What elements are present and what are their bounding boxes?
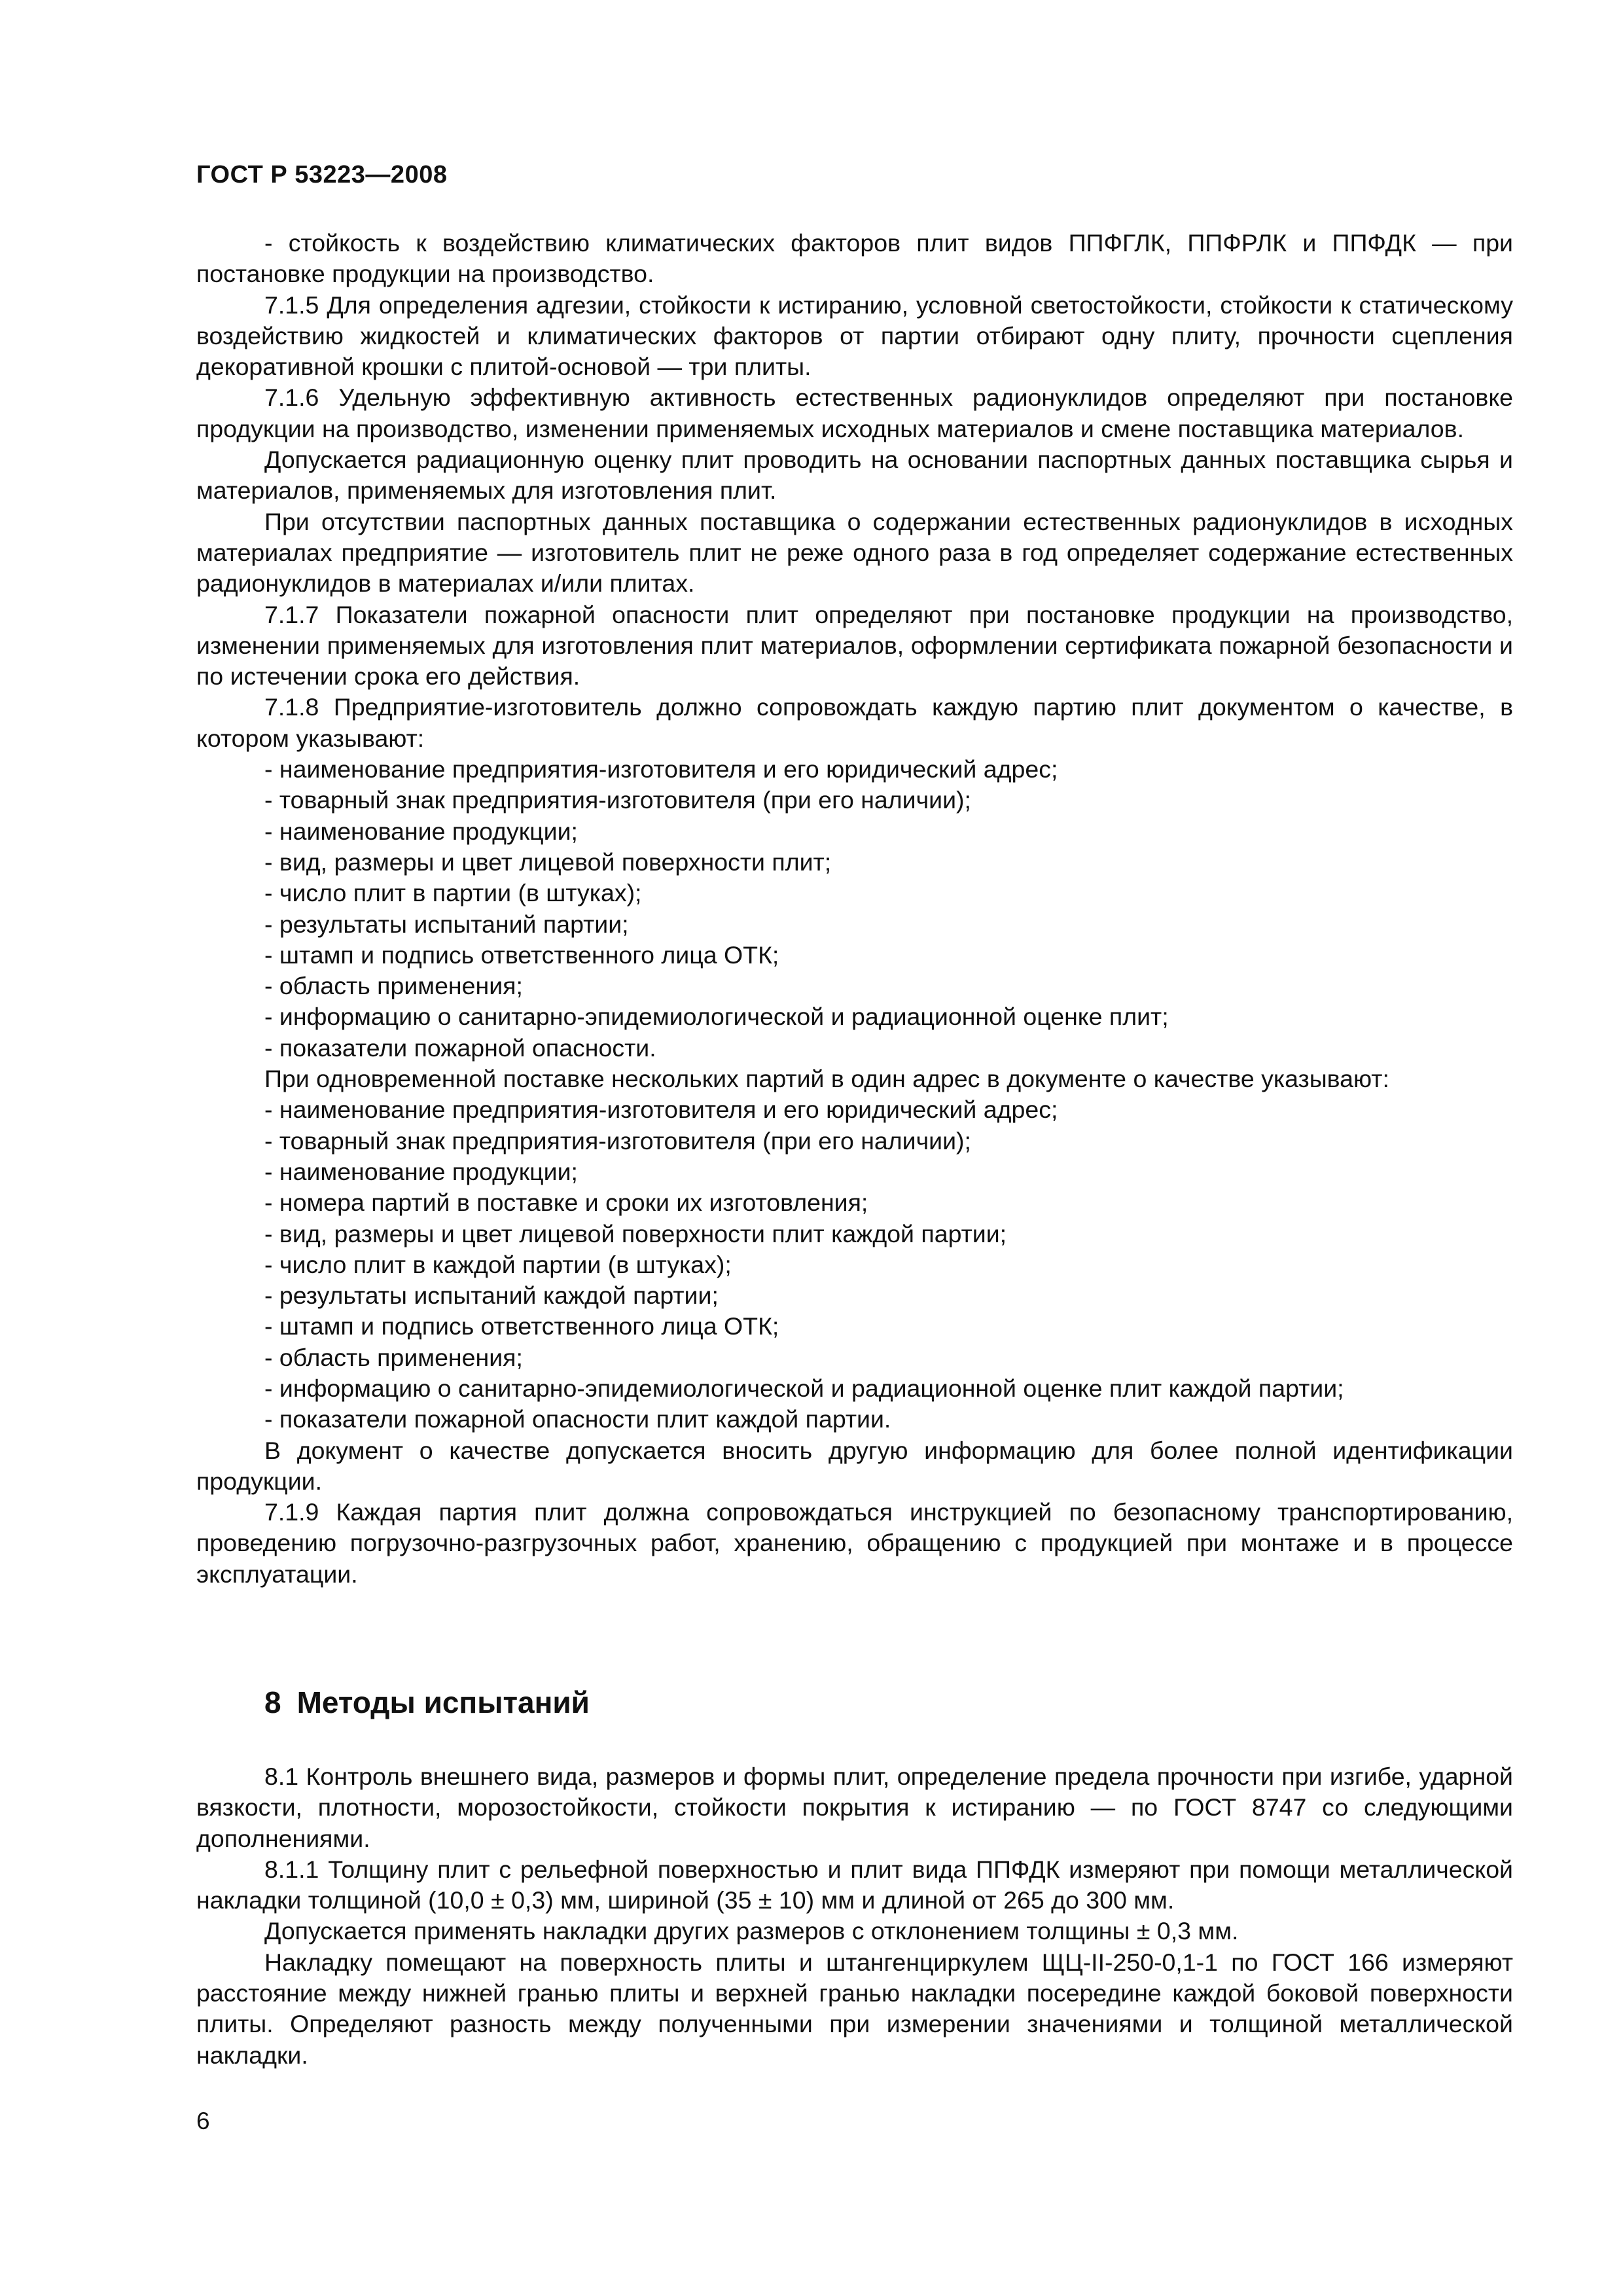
paragraph-no-passport-data: При отсутствии паспортных данных поставщика о содержании естественных радионуклидов в исходных материалах предприятие — изготовитель плит не реже одного раза в год определяет содержание естественных радионуклидов в материалах и/или плитах. bbox=[196, 507, 1513, 598]
list-item: - товарный знак предприятия-изготовителя (при его наличии); bbox=[264, 786, 971, 814]
paragraph-8-1: 8.1 Контроль внешнего вида, размеров и формы плит, определение предела прочности при изгибе, ударной вязкости, плотности, морозостойкости, стойкости покрытия к истиранию — по ГОСТ 8747 со следующими дополнениями. bbox=[196, 1763, 1513, 1852]
section-heading-test-methods bbox=[264, 1685, 590, 1720]
paragraph-8-1-1: 8.1.1 Толщину плит с рельефной поверхностью и плит вида ППФДК измеряют при помощи металлической накладки толщиной (10,0 ± 0,3) мм, шириной (35 ± 10) мм и длиной от 265 до 300 мм. bbox=[196, 1855, 1513, 1914]
page-header-doc-code: ГОСТ Р 53223—2008 bbox=[196, 161, 448, 188]
list-item: - результаты испытаний каждой партии; bbox=[264, 1282, 719, 1310]
paragraph-radiation-assessment: Допускается радиационную оценку плит проводить на основании паспортных данных поставщика сырья и материалов, применяемых для изготовления плит. bbox=[196, 446, 1513, 505]
document-body-section-7 bbox=[196, 228, 1513, 1590]
list-item: - число плит в каждой партии (в штуках); bbox=[264, 1250, 732, 1278]
section-title: Методы испытаний bbox=[296, 1685, 590, 1719]
list-item: - показатели пожарной опасности. bbox=[264, 1033, 656, 1062]
section-number: 8 bbox=[264, 1685, 281, 1719]
paragraph-climatic-resistance: - стойкость к воздействию климатических факторов плит видов ППФГЛК, ППФРЛК и ППФДК — при постановке продукции на производство. bbox=[196, 229, 1513, 288]
list-item: - информацию о санитарно-эпидемиологической и радиационной оценке плит; bbox=[264, 1003, 1169, 1031]
list-item: - вид, размеры и цвет лицевой поверхности плит каждой партии; bbox=[264, 1219, 1007, 1247]
paragraph-additional-info: В документ о качестве допускается вносить другую информацию для более полной идентификации продукции. bbox=[196, 1436, 1513, 1495]
list-item: - товарный знак предприятия-изготовителя (при его наличии); bbox=[264, 1126, 971, 1155]
list-item: - наименование предприятия-изготовителя и его юридический адрес; bbox=[264, 1096, 1058, 1124]
paragraph-other-sizes: Допускается применять накладки других размеров с отклонением толщины ± 0,3 мм. bbox=[264, 1917, 1239, 1945]
list-item: - штамп и подпись ответственного лица ОТК; bbox=[264, 941, 779, 969]
quality-document-list bbox=[196, 754, 1513, 1064]
list-item: - наименование предприятия-изготовителя и его юридический адрес; bbox=[264, 755, 1058, 783]
list-item: - штамп и подпись ответственного лица ОТК; bbox=[264, 1312, 779, 1340]
list-item: - показатели пожарной опасности плит каждой партии. bbox=[264, 1405, 891, 1433]
list-item: - область применения; bbox=[264, 972, 523, 1000]
paragraph-measurement-procedure: Накладку помещают на поверхность плиты и штангенциркулем ЩЦ-II-250-0,1-1 по ГОСТ 166 измеряют расстояние между нижней гранью плиты и верхней гранью накладки посередине каждой боковой поверхности плиты. Определяют разность между полученными при измерении значениями и толщиной металлической накладки. bbox=[196, 1948, 1513, 2069]
paragraph-7-1-7: 7.1.7 Показатели пожарной опасности плит определяют при постановке продукции на производство, изменении применяемых для изготовления плит материалов, оформлении сертификата пожарной безопасности и по истечении срока его действия. bbox=[196, 600, 1513, 691]
list-item: - вид, размеры и цвет лицевой поверхности плит; bbox=[264, 848, 832, 876]
list-item: - наименование продукции; bbox=[264, 1157, 578, 1185]
list-item: - число плит в партии (в штуках); bbox=[264, 879, 642, 907]
list-item: - номера партий в поставке и сроки их изготовления; bbox=[264, 1189, 868, 1217]
list-item: - результаты испытаний партии; bbox=[264, 910, 629, 938]
list-item: - информацию о санитарно-эпидемиологической и радиационной оценке плит каждой партии; bbox=[264, 1374, 1344, 1402]
page-number: 6 bbox=[196, 2108, 210, 2134]
paragraph-multiple-batches: При одновременной поставке нескольких партий в один адрес в документе о качестве указывают: bbox=[264, 1065, 1389, 1093]
list-item: - наименование продукции; bbox=[264, 817, 578, 845]
paragraph-7-1-9: 7.1.9 Каждая партия плит должна сопровождаться инструкцией по безопасному транспортированию, проведению погрузочно-разгрузочных работ, хранению, обращению с продукцией при монтаже и в процессе эксплуатации. bbox=[196, 1498, 1513, 1588]
paragraph-7-1-5: 7.1.5 Для определения адгезии, стойкости к истиранию, условной светостойкости, стойкости к статическому воздействию жидкостей и климатических факторов от партии отбирают одну плиту, прочности сцепления декоративной крошки с плитой-основой — три плиты. bbox=[196, 291, 1513, 381]
paragraph-7-1-8: 7.1.8 Предприятие-изготовитель должно сопровождать каждую партию плит документом о качестве, в котором указывают: bbox=[196, 693, 1513, 752]
document-body-section-8 bbox=[196, 1761, 1513, 2071]
paragraph-7-1-6: 7.1.6 Удельную эффективную активность естественных радионуклидов определяют при постановке продукции на производство, изменении применяемых исходных материалов и смене поставщика материалов. bbox=[196, 384, 1513, 442]
list-item: - область применения; bbox=[264, 1343, 523, 1371]
multiple-batches-list bbox=[196, 1094, 1513, 1435]
